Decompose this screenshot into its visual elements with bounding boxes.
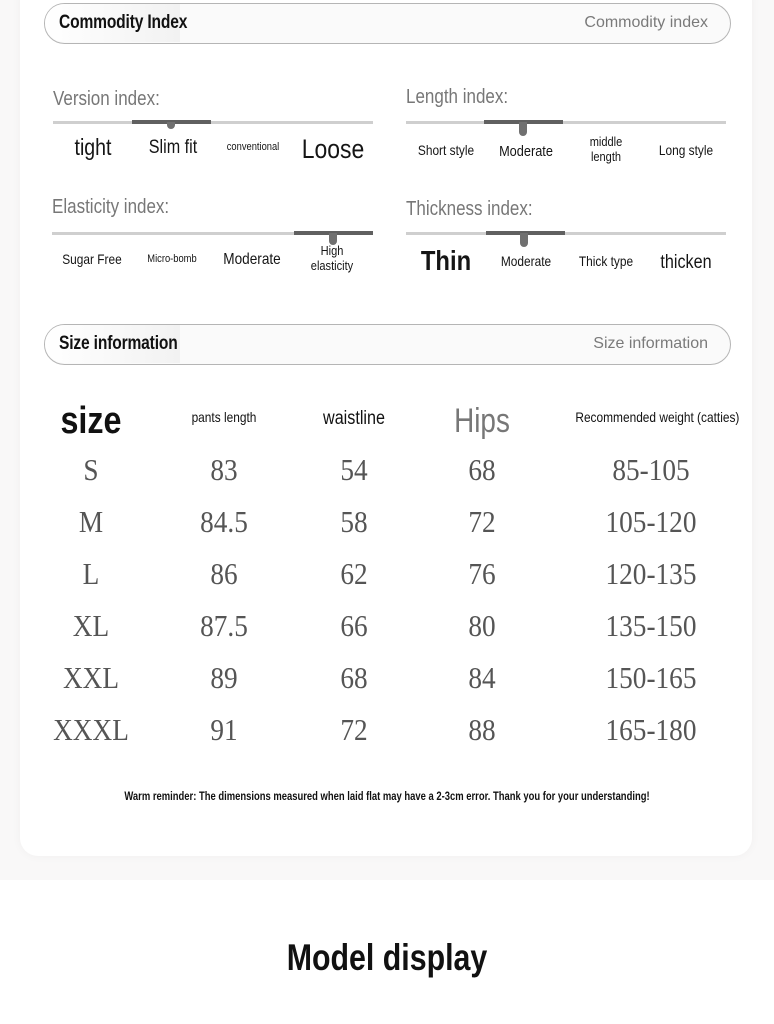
- weight-cell: 85-105: [612, 452, 690, 487]
- version-index-title: Version index:: [53, 88, 160, 110]
- thickness-index-title: Thickness index:: [406, 198, 533, 220]
- elasticity-option-high-elasticity: High elasticity: [310, 243, 354, 273]
- length-option-moderate: Moderate: [499, 143, 553, 161]
- weight-cell: 135-150: [605, 608, 697, 643]
- length-option-long-style: Long style: [658, 141, 714, 158]
- hips-cell: 88: [468, 712, 496, 747]
- length-option-short-style: Short style: [417, 141, 475, 158]
- thickness-option-thick-type: Thick type: [578, 252, 634, 269]
- version-option-loose: Loose: [301, 134, 365, 164]
- thickness-index: [406, 198, 726, 288]
- commodity-index-subtitle: Commodity index: [584, 14, 708, 31]
- size-cell: S: [83, 452, 99, 487]
- table-row: [40, 652, 740, 704]
- thickness-index-track: [406, 232, 726, 235]
- table-row: [40, 548, 740, 600]
- waistline-cell: 68: [340, 660, 368, 695]
- hips-cell: 72: [468, 504, 496, 539]
- commodity-index-header: [44, 3, 731, 44]
- weight-cell: 120-135: [605, 556, 697, 591]
- waistline-cell: 72: [340, 712, 368, 747]
- waistline-cell: 58: [340, 504, 368, 539]
- version-index-marker-icon: [167, 122, 175, 129]
- version-option-conventional: conventional: [226, 141, 280, 153]
- size-table: [40, 398, 740, 756]
- column-header-waistline: waistline: [323, 408, 385, 429]
- weight-cell: 165-180: [605, 712, 697, 747]
- elasticity-index: [52, 196, 372, 286]
- waistline-cell: 54: [340, 452, 368, 487]
- size-information-header: [44, 324, 731, 365]
- pants-length-cell: 84.5: [200, 504, 248, 539]
- size-information-subtitle: Size information: [593, 335, 708, 352]
- column-header-hips: Hips: [454, 401, 510, 440]
- version-option-tight: tight: [74, 134, 112, 160]
- thickness-option-thicken: thicken: [660, 252, 712, 274]
- elasticity-option-sugar-free: Sugar Free: [62, 250, 122, 267]
- elasticity-option-micro-bomb: Micro-bomb: [147, 252, 197, 265]
- hips-cell: 76: [468, 556, 496, 591]
- pants-length-cell: 83: [210, 452, 238, 487]
- length-index-title: Length index:: [406, 86, 509, 108]
- column-header-pants-length: pants length: [191, 409, 257, 425]
- size-table-header: [40, 398, 740, 444]
- table-row: [40, 496, 740, 548]
- hips-cell: 80: [468, 608, 496, 643]
- model-display-title: Model display: [286, 937, 488, 978]
- thickness-option-thin: Thin: [420, 244, 472, 276]
- hips-cell: 68: [468, 452, 496, 487]
- table-row: [40, 600, 740, 652]
- length-option-middle-length: middle length: [589, 134, 623, 164]
- hips-cell: 84: [468, 660, 496, 695]
- version-index-track: [53, 121, 373, 124]
- pants-length-cell: 86: [210, 556, 238, 591]
- version-index: [53, 88, 373, 178]
- measurement-reminder: Warm reminder: The dimensions measured when laid flat may have a 2-3cm error. Thank you for your understanding!: [124, 791, 650, 803]
- weight-cell: 105-120: [605, 504, 697, 539]
- size-cell: XL: [72, 608, 110, 643]
- pants-length-cell: 87.5: [200, 608, 248, 643]
- table-row: [40, 704, 740, 756]
- column-header-size: size: [60, 399, 122, 442]
- elasticity-option-moderate: Moderate: [223, 251, 281, 269]
- elasticity-index-title: Elasticity index:: [52, 196, 170, 218]
- size-cell: M: [78, 504, 104, 539]
- waistline-cell: 62: [340, 556, 368, 591]
- version-option-slim-fit: Slim fit: [148, 137, 198, 158]
- size-information-title: Size information: [59, 333, 178, 354]
- column-header-recommended-weight: Recommended weight (catties): [575, 409, 740, 425]
- size-cell: XXL: [62, 660, 120, 695]
- size-cell: L: [82, 556, 100, 591]
- commodity-index-title: Commodity Index: [59, 12, 188, 33]
- table-row: [40, 444, 740, 496]
- weight-cell: 150-165: [605, 660, 697, 695]
- thickness-option-moderate: Moderate: [500, 252, 552, 269]
- waistline-cell: 66: [340, 608, 368, 643]
- pants-length-cell: 91: [210, 712, 238, 747]
- length-index: [406, 86, 726, 176]
- length-index-track: [406, 121, 726, 124]
- pants-length-cell: 89: [210, 660, 238, 695]
- size-cell: XXXL: [53, 712, 129, 747]
